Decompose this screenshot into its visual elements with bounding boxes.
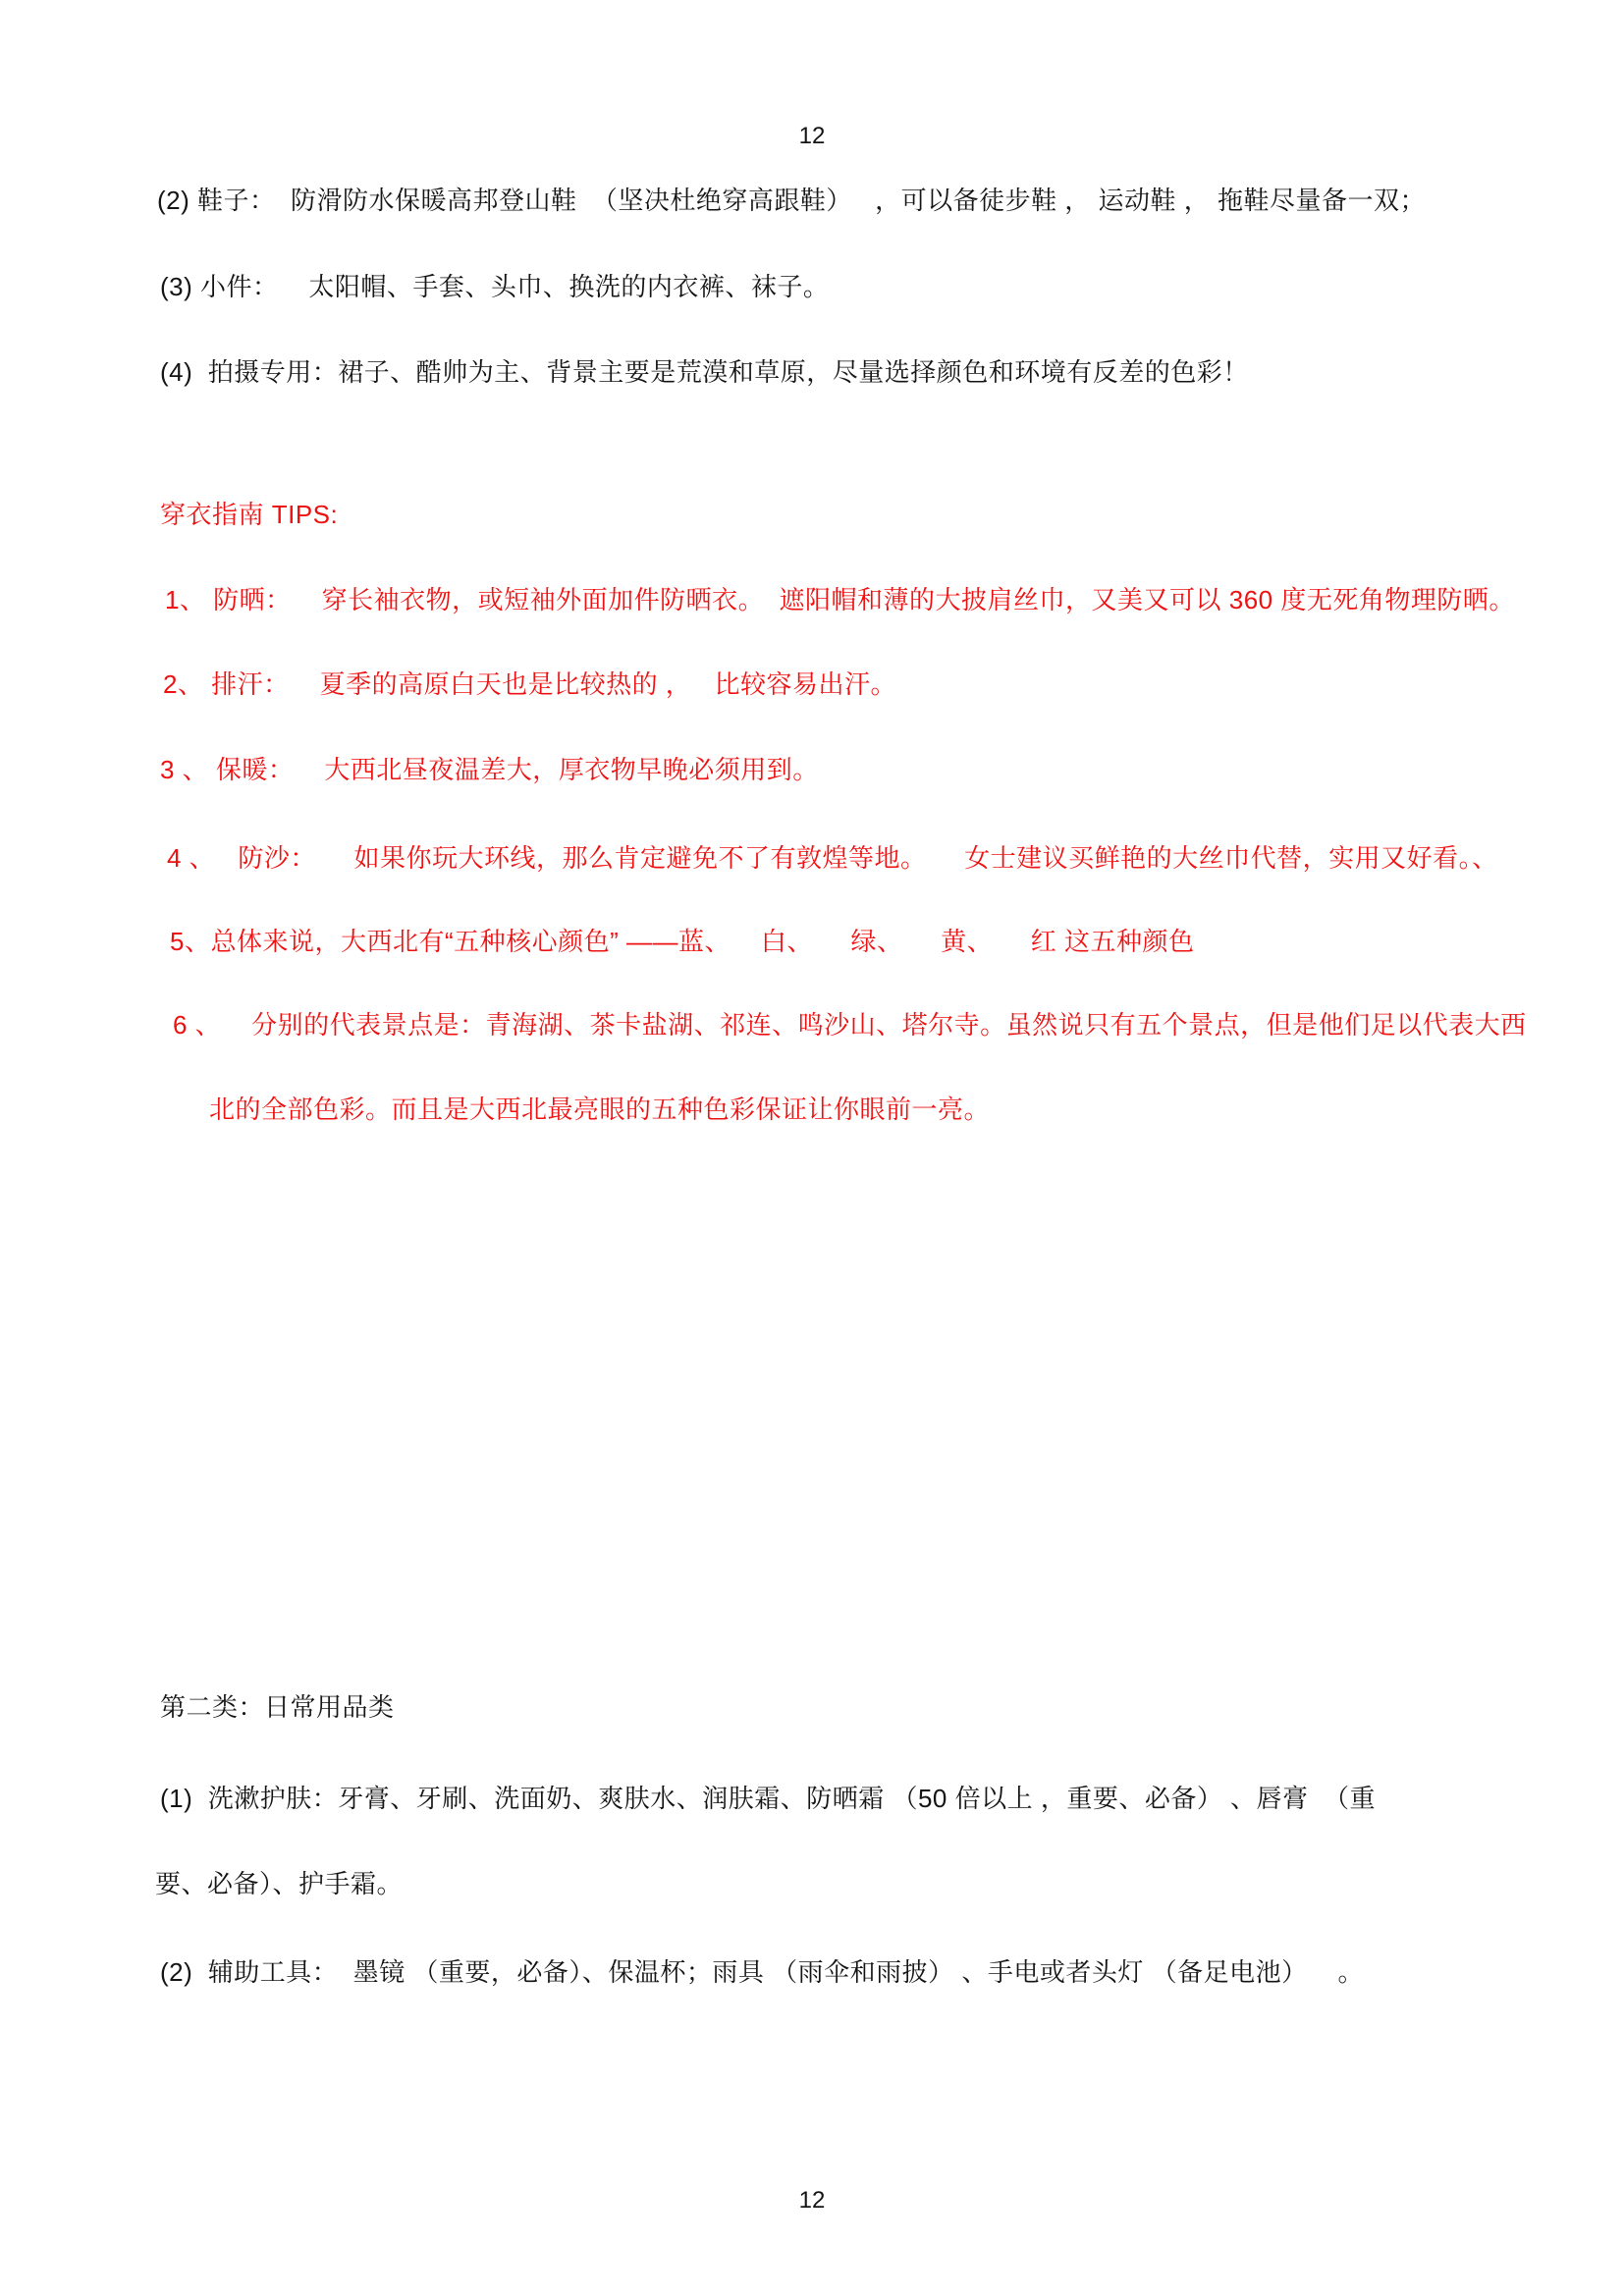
paragraph-toiletries-line2: 要、必备）、护手霜。	[155, 1869, 404, 1898]
tip-sweat: 2、 排汗： 夏季的高原白天也是比较热的 ， 比较容易出汗。	[163, 669, 896, 699]
paragraph-tools: (2) 辅助工具： 墨镜 （重要，必备）、保温杯；雨具 （雨伞和雨披） 、手电或者头灯 （备足电池） 。	[160, 1957, 1364, 1987]
tip-landmarks-continued: 北的全部色彩。而且是大西北最亮眼的五种色彩保证让你眼前一亮。	[209, 1095, 991, 1124]
tips-heading: 穿衣指南 TIPS:	[160, 500, 339, 529]
page-number-bottom: 12	[798, 2187, 826, 2214]
paragraph-shoes: (2) 鞋子： 防滑防水保暖高邦登山鞋 （坚决杜绝穿高跟鞋） ，可以备徒步鞋 ， 运动鞋 ， 拖鞋尽量备一双；	[157, 186, 1426, 215]
paragraph-photo-wear: (4) 拍摄专用：裙子、酷帅为主、背景主要是荒漠和草原，尽量选择颜色和环境有反差的色彩！	[160, 357, 1249, 387]
paragraph-small-items: (3) 小件： 太阳帽、手套、头巾、换洗的内衣裤、袜子。	[160, 272, 830, 301]
tip-sun-protection: 1、 防晒： 穿长袖衣物，或短袖外面加件防晒衣。 遮阳帽和薄的大披肩丝巾，又美又可以 360 度无死角物理防晒。	[165, 585, 1515, 614]
daily-items-heading: 第二类：日常用品类	[160, 1692, 395, 1722]
tip-sand: 4 、 防沙： 如果你玩大环线，那么肯定避免不了有敦煌等地。 女士建议买鲜艳的大丝巾代替，实用又好看。、	[167, 843, 1498, 873]
paragraph-toiletries-line1: (1) 洗漱护肤：牙膏、牙刷、洗面奶、爽肤水、润肤霜、防晒霜 （50 倍以上 ，重要、必备） 、唇膏 （重	[160, 1784, 1376, 1813]
tip-landmarks: 6 、 分别的代表景点是：青海湖、茶卡盐湖、祁连、鸣沙山、塔尔寺。虽然说只有五个景点，但是他们足以代表大西	[173, 1010, 1527, 1040]
tip-five-colors: 5、总体来说，大西北有“五种核心颜色” ——蓝、 白、 绿、 黄、 红 这五种颜色	[170, 927, 1195, 956]
tip-warmth: 3 、 保暖： 大西北昼夜温差大，厚衣物早晚必须用到。	[160, 755, 819, 784]
page-number-top: 12	[798, 123, 826, 149]
